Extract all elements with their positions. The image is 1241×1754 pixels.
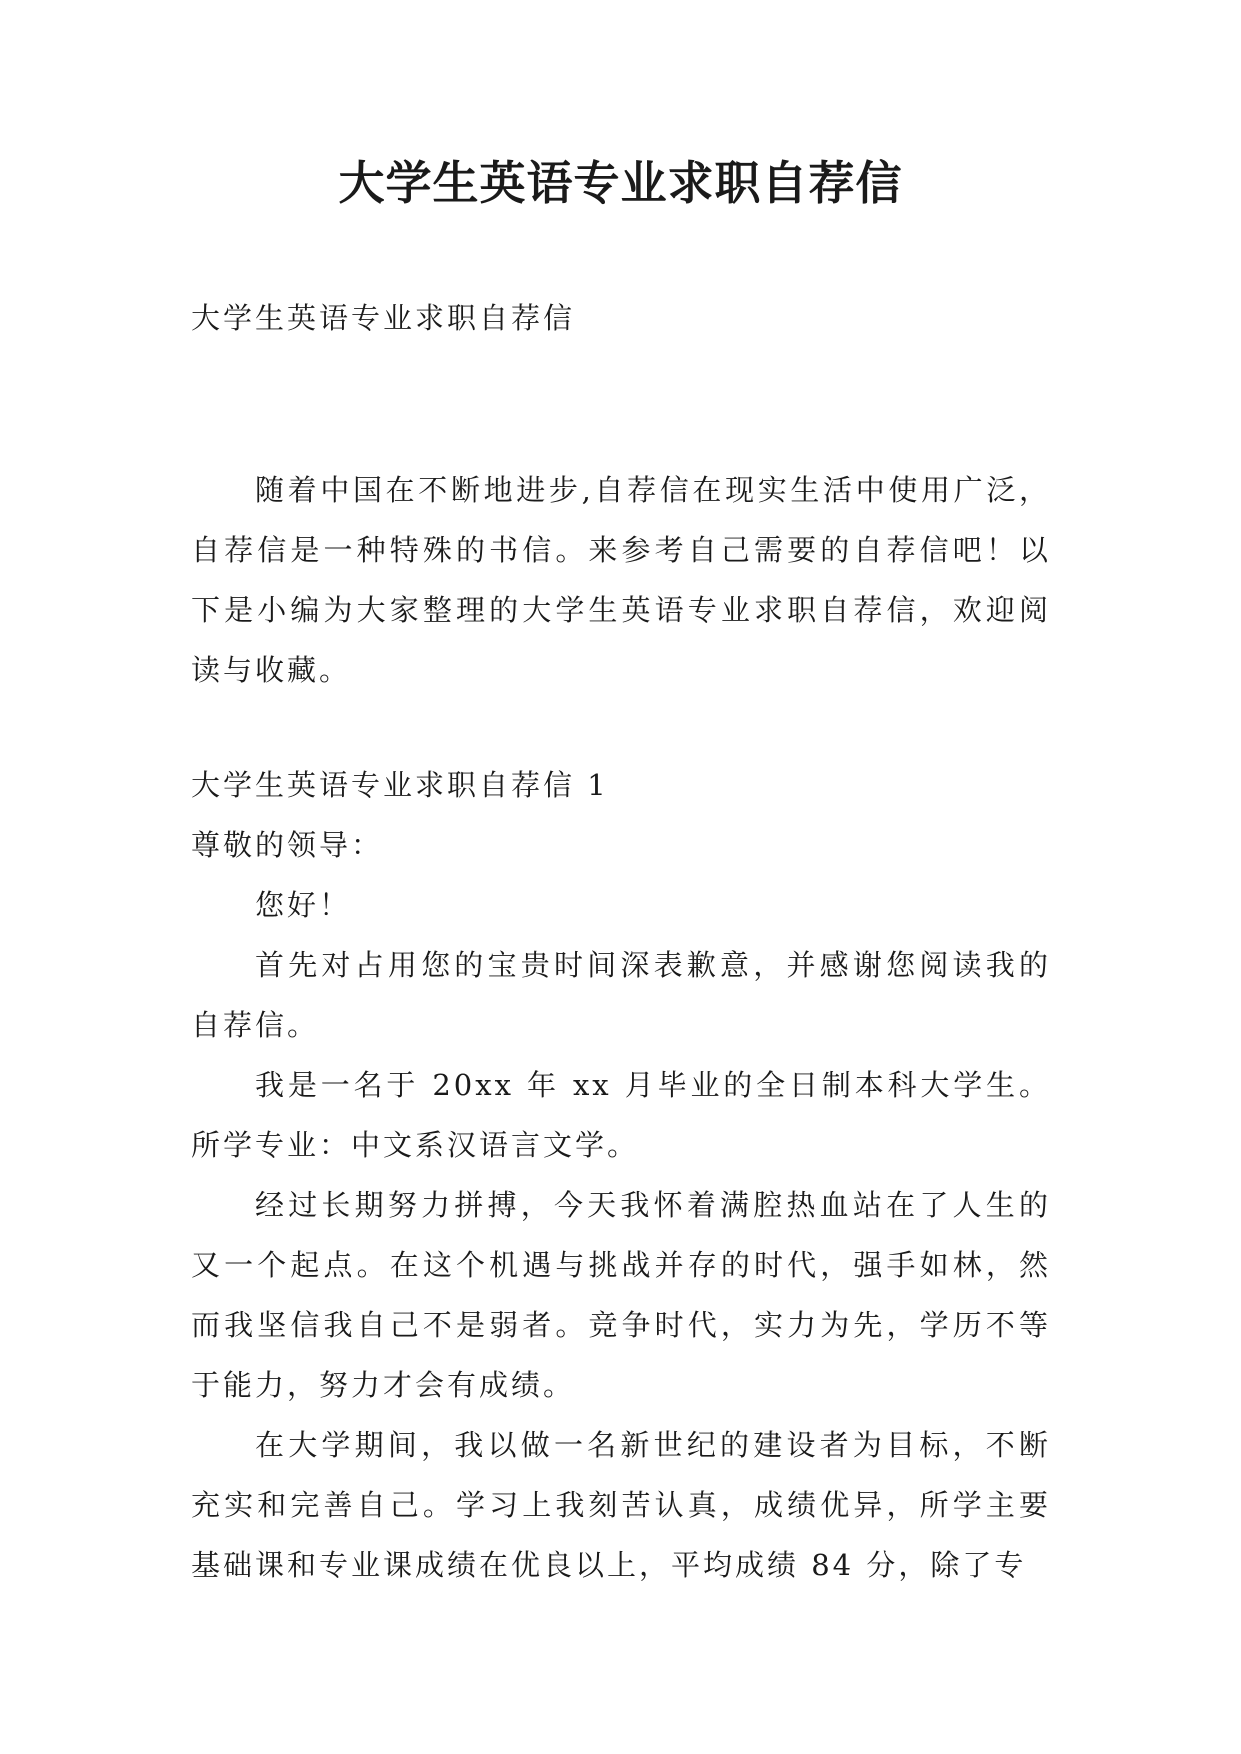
letter-paragraph: 我是一名于 20xx 年 xx 月毕业的全日制本科大学生。所学专业：中文系汉语言文学。 (191, 1068, 1051, 1162)
intro-paragraph: 随着中国在不断地进步,自荐信在现实生活中使用广泛，自荐信是一种特殊的书信。来参考自己需要的自荐信吧！以下是小编为大家整理的大学生英语专业求职自荐信，欢迎阅读与收藏。 (191, 473, 1051, 687)
greeting-line: 您好！ (255, 888, 352, 922)
document-subtitle: 大学生英语专业求职自荐信 (191, 301, 576, 335)
section-heading: 大学生英语专业求职自荐信 1 (191, 768, 609, 802)
letter-paragraph: 在大学期间，我以做一名新世纪的建设者为目标，不断充实和完善自己。学习上我刻苦认真，成绩优异，所学主要基础课和专业课成绩在优良以上，平均成绩 84 分，除了专 (191, 1428, 1051, 1582)
salutation: 尊敬的领导： (191, 828, 384, 862)
letter-paragraph: 经过长期努力拼搏，今天我怀着满腔热血站在了人生的又一个起点。在这个机遇与挑战并存的时代，强手如林，然而我坚信我自己不是弱者。竞争时代，实力为先，学历不等于能力，努力才会有成绩。 (191, 1188, 1051, 1402)
document-title: 大学生英语专业求职自荐信 (338, 156, 903, 210)
letter-paragraph: 首先对占用您的宝贵时间深表歉意，并感谢您阅读我的自荐信。 (191, 948, 1051, 1042)
